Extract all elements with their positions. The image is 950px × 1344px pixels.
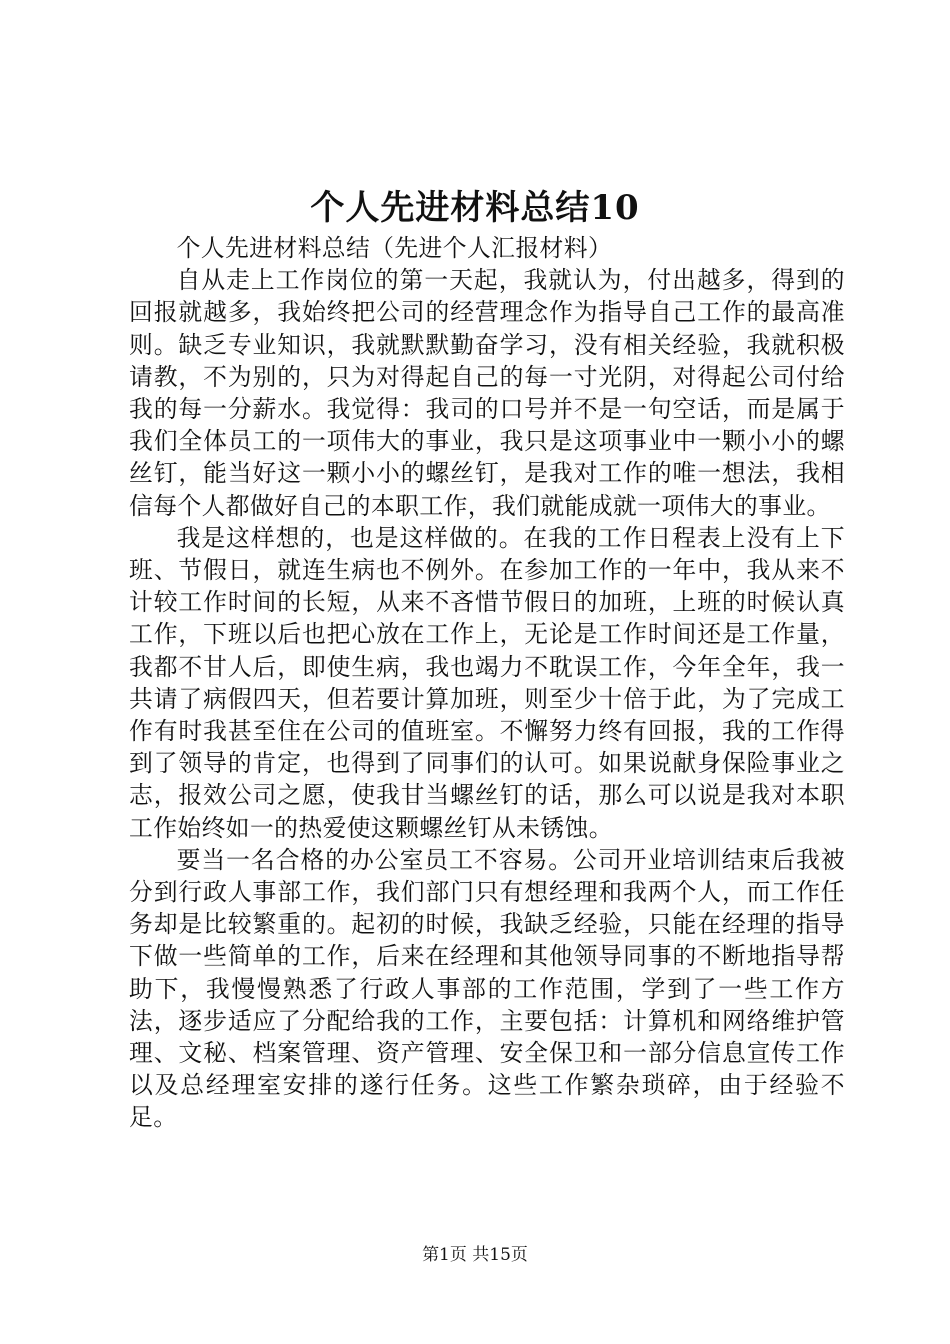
document-title: 个人先进材料总结10	[310, 188, 640, 228]
paragraph: 要当一名合格的办公室员工不容易。公司开业培训结束后我被分到行政人事部工作，我们部门只有想经理和我两个人，而工作任务却是比较繁重的。起初的时候，我缺乏经验，只能在经理的指导下做一些简单的工作，后来在经理和其他领导同事的不断地指导帮助下，我慢慢熟悉了行政人事部的工作范围，学到了一些工作方法，逐步适应了分配给我的工作，主要包括：计算机和网络维护管理、文秘、档案管理、资产管理、安全保卫和一部分信息宣传工作以及总经理室安排的遂行任务。这些工作繁杂琐碎，由于经验不足。	[129, 845, 845, 1132]
paragraph: 我是这样想的，也是这样做的。在我的工作日程表上没有上下班、节假日，就连生病也不例外。在参加工作的一年中，我从来不计较工作时间的长短，从来不吝惜节假日的加班，上班的时候认真工作，下班以后也把心放在工作上，无论是工作时间还是工作量，我都不甘人后，即使生病，我也竭力不耽误工作，今年全年，我一共请了病假四天，但若要计算加班，则至少十倍于此，为了完成工作有时我甚至住在公司的值班室。不懈努力终有回报，我的工作得到了领导的肯定，也得到了同事们的认可。如果说献身保险事业之志，报效公司之愿，使我甘当螺丝钉的话，那么可以说是我对本职工作始终如一的热爱使这颗螺丝钉从未锈蚀。	[129, 523, 845, 842]
paragraph-subtitle: 个人先进材料总结（先进个人汇报材料）	[176, 234, 613, 262]
page-number-footer: 第1页 共15页	[422, 1245, 528, 1265]
document-body	[129, 232, 845, 1134]
paragraph: 自从走上工作岗位的第一天起，我就认为，付出越多，得到的回报就越多，我始终把公司的经营理念作为指导自己工作的最高准则。缺乏专业知识，我就默默勤奋学习，没有相关经验，我就积极请教，不为别的，只为对得起自己的每一寸光阴，对得起公司付给我的每一分薪水。我觉得：我司的口号并不是一句空话，而是属于我们全体员工的一项伟大的事业，我只是这项事业中一颗小小的螺丝钉，能当好这一颗小小的螺丝钉，是我对工作的唯一想法，我相信每个人都做好自己的本职工作，我们就能成就一项伟大的事业。	[129, 266, 845, 520]
